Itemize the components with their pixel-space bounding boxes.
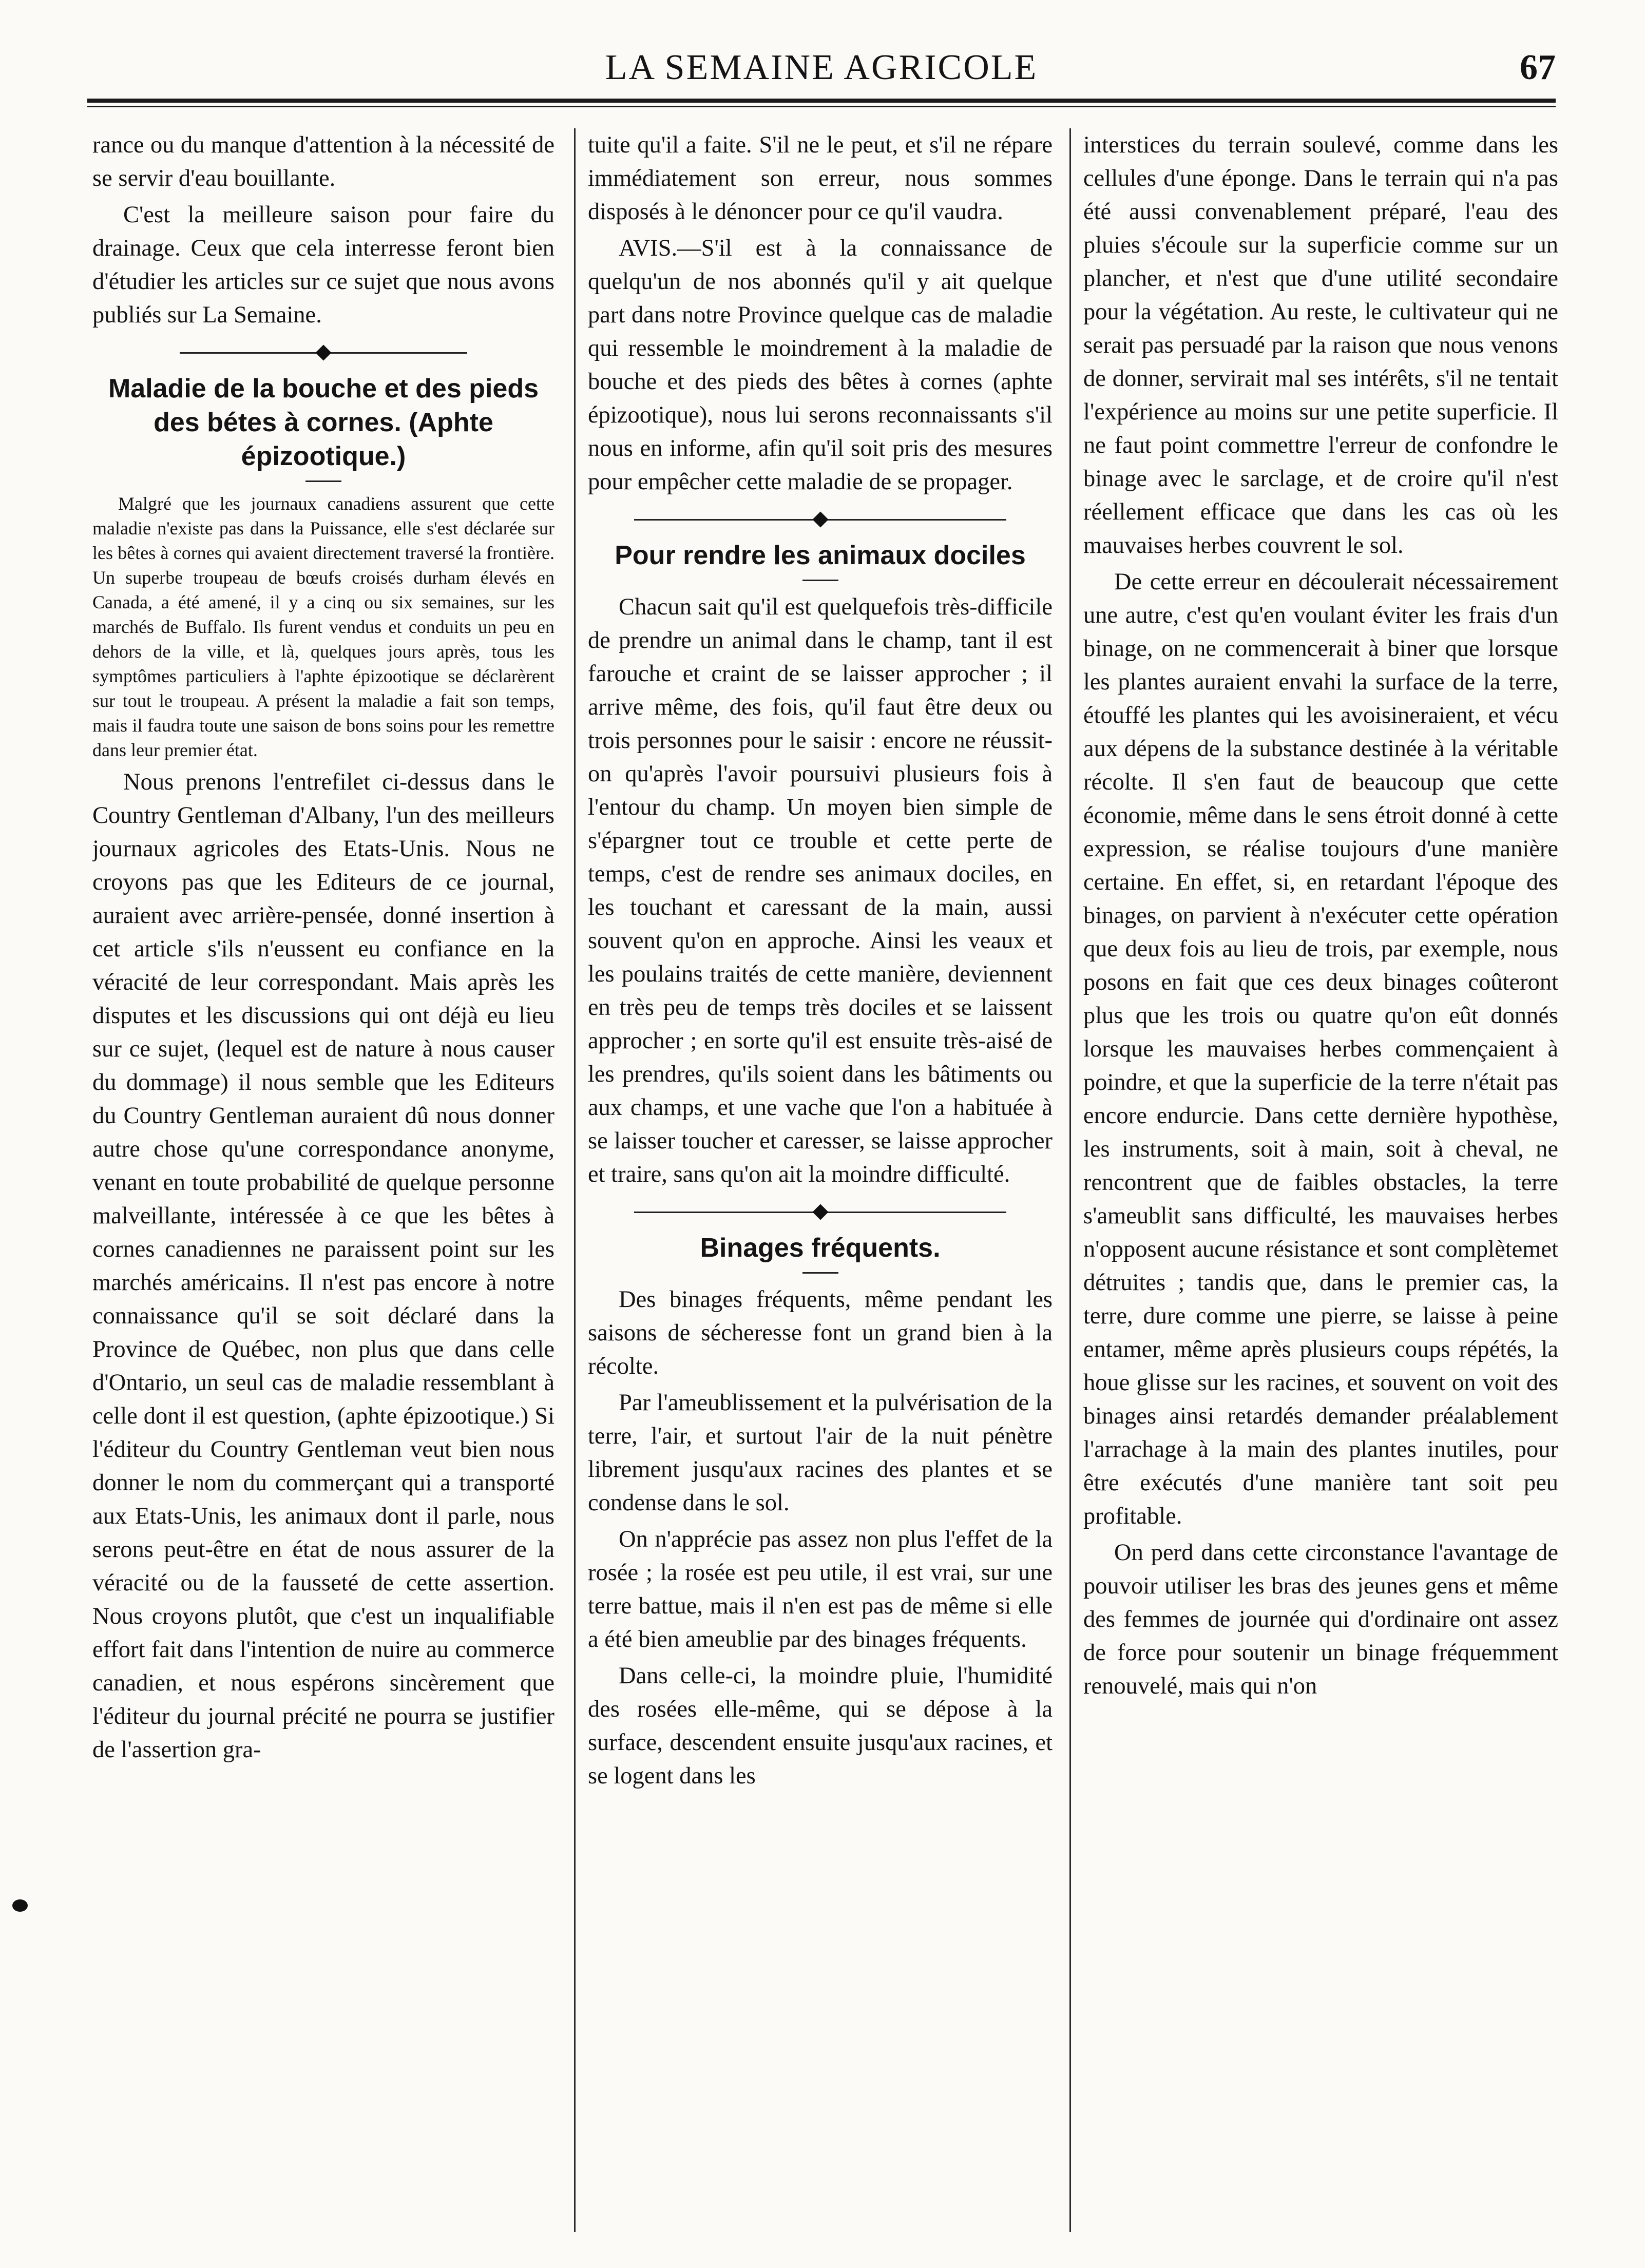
paragraph: Par l'ameublissement et la pulvérisation de la terre, l'air, et surtout l'air de la nuit pénètre librement jusqu'aux racines des plantes et se condense dans le sol. — [588, 1390, 1053, 1516]
ornament-diamond — [812, 511, 828, 527]
page-number: 67 — [1520, 48, 1556, 87]
section-ornament — [588, 1200, 1053, 1224]
paragraph: interstices du terrain soulevé, comme dans les cellules d'une éponge. Dans le terrain qui n'a pas été aussi convenablement préparé, l'eau des pluies s'écoule sur la superficie comme sur un plancher, et n'est que d'une utilité secondaire pour la végétation. Au reste, le cultivateur qui ne serait pas persuadé par la raison que nous venons de donner, servirait mal ses intérêts, s'il ne tentait l'expérience au moins sur une petite superficie. Il ne faut point commettre l'erreur de confondre le binage avec le sarclage, et de croire qu'il n'est réellement efficace que dans les cas où les mauvaises herbes couvrent le sol. — [1083, 132, 1558, 559]
publication-title: LA SEMAINE AGRICOLE — [605, 48, 1038, 87]
column-divider-2 — [1069, 128, 1071, 2232]
article-heading: Binages fréquents. — [700, 1233, 941, 1263]
margin-ink-spot — [12, 1899, 28, 1912]
column-2 — [588, 128, 1053, 2237]
paragraph: rance ou du manque d'attention à la nécessité de se servir d'eau bouillante. — [92, 132, 554, 191]
paragraph: On perd dans cette circonstance l'avantage de pouvoir utiliser les bras des jeunes gens et même des femmes de journée qui d'ordinaire ont assez de force pour soutenir un binage fréquemment renouvelé, mais qui n'on — [1083, 1540, 1558, 1699]
ornament-diamond — [315, 344, 331, 360]
paragraph: Nous prenons l'entrefilet ci-dessus dans le Country Gentleman d'Albany, l'un des meilleurs journaux agricoles des Etats-Unis. Nous ne croyons pas que les Editeurs de ce journal, auraient avec arrière-pensée, donné insertion à cet article s'ils n'eussent eu confiance en la véracité de leur correspondant. Mais après les disputes et les discussions qui ont déjà eu lieu sur ce sujet, (lequel est de nature à nous causer du dommage) il nous semble que les Editeurs du Country Gentleman auraient dû nous donner autre chose qu'une correspondance anonyme, venant en toute probabilité de quelque personne malveillante, intéressée à ce que les bêtes à cornes canadiennes ne paraissent point sur les marchés américains. Il n'est pas encore à notre connaissance qu'il se soit déclaré dans la Province de Québec, non plus que dans celle d'Ontario, un seul cas de maladie ressemblant à celle dont il est question, (aphte épizootique.) Si l'éditeur du Country Gentleman veut bien nous donner le nom du commerçant qui a transporté aux Etats-Unis, les animaux dont il parle, nous serons peut-être en état de nous assurer de la véracité ou de la fausseté de cette assertion. Nous croyons plutôt, que c'est un inqualifiable effort fait dans l'intention de nuire au commerce canadien, et nous espérons sincèrement que l'éditeur du journal précité ne pourra se justifier de l'assertion gra- — [92, 769, 554, 1763]
heading-dash — [802, 1272, 838, 1274]
section-ornament — [588, 508, 1053, 531]
column-divider-1 — [574, 128, 576, 2232]
heading-dash — [305, 480, 341, 482]
paragraph: C'est la meilleure saison pour faire du drainage. Ceux que cela interresse feront bien d'étudier les articles sur ce sujet que nous avons publiés sur La Semaine. — [92, 202, 554, 328]
header-double-rule — [87, 99, 1556, 107]
heading-dash — [802, 580, 838, 581]
quoted-item: Malgré que les journaux canadiens assurent que cette maladie n'existe pas dans la Puissance, elle s'est déclarée sur les bêtes à cornes qui avaient directement traversé la frontière. Un superbe troupeau de bœufs croisés durham élevés en Canada, a été amené, il y a cinq ou six semaines, sur les marchés de Buffalo. Ils furent vendus et conduits un peu en dehors de la ville, et là, quelques jours après, tous les symptômes particuliers à l'aphte épizootique se déclarèrent sur tout le troupeau. A présent la maladie a fait son temps, mais il faudra toute une saison de bons soins pour les remettre dans leur premier état. — [92, 493, 554, 760]
article-heading: Maladie de la bouche et des pieds des bétes à cornes. (Aphte épizootique.) — [108, 374, 539, 471]
article-heading: Pour rendre les animaux dociles — [615, 541, 1026, 570]
column-3 — [1083, 128, 1558, 2237]
ornament-diamond — [812, 1204, 828, 1220]
paragraph: Dans celle-ci, la moindre pluie, l'humidité des rosées elle-même, qui se dépose à la surface, descendent ensuite jusqu'aux racines, et se logent dans les — [588, 1663, 1053, 1789]
page-header — [87, 47, 1556, 109]
paragraph: Des binages fréquents, même pendant les saisons de sécheresse font un grand bien à la récolte. — [588, 1286, 1053, 1379]
paragraph: De cette erreur en découlerait nécessairement une autre, c'est qu'en voulant éviter les frais d'un binage, on ne commencerait à biner que lorsque les plantes auraient envahi la surface de la terre, étouffé les plantes qui les avoisineraient, et vécu aux dépens de la substance destinée à la véritable récolte. Il s'en faut de beaucoup que cette économie, même dans le sens étroit donné à cette expression, se réalise toujours d'une manière certaine. En effet, si, en retardant l'époque des binages, on parvient à n'exécuter cette opération que deux fois au lieu de trois, par exemple, nous posons en fait que ces deux binages coûteront plus que les trois ou quatre qu'on eût donnés lorsque les mauvaises herbes commençaient à poindre, et que la superficie de la terre n'était pas encore endurcie. Dans cette dernière hypothèse, les instruments, soit à main, soit à cheval, ne rencontrent que de faibles obstacles, la terre s'ameublit sans difficulté, les mauvaises herbes n'opposent aucune résistance et sont complètemet détruites ; tandis que, dans le premier cas, la terre, dure comme une pierre, se laisse à peine entamer, même après plusieurs coups répétés, la houe glisse sur les racines, et souvent on voit des binages ainsi retardés demander préalablement l'arrachage à la main des plantes inutiles, pour être exécutés d'une manière tant soit peu profitable. — [1083, 569, 1558, 1529]
paragraph: tuite qu'il a faite. S'il ne le peut, et s'il ne répare immédiatement son erreur, nous sommes disposés à le dénoncer pour ce qu'il vaudra. — [588, 132, 1053, 225]
column-1 — [92, 128, 554, 2237]
paragraph: On n'apprécie pas assez non plus l'effet de la rosée ; la rosée est peu utile, il est vrai, sur une terre battue, mais il n'en est pas de même si elle a été bien ameublie par des binages fréquents. — [588, 1526, 1053, 1652]
notice-paragraph: AVIS.—S'il est à la connaissance de quelqu'un de nos abonnés qu'il y ait quelque part dans notre Province quelque cas de maladie qui ressemble le moindrement à la maladie de bouche et des pieds des bêtes à cornes (aphte épizootique), nous lui serons reconnaissants s'il nous en informe, afin qu'il soit pris des mesures pour empêcher cette maladie de se propager. — [588, 235, 1053, 495]
paragraph: Chacun sait qu'il est quelquefois très-difficile de prendre un animal dans le champ, tant il est farouche et craint de se laisser approcher ; il arrive même, des fois, qu'il faut être deux ou trois personnes pour le saisir : encore ne réussit-on qu'après l'avoir poursuivi plusieurs fois à l'entour du champ. Un moyen bien simple de s'épargner tout ce trouble et cette perte de temps, c'est de rendre ses animaux dociles, en les touchant et caressant de la main, aussi souvent qu'on en approche. Ainsi les veaux et les poulains traités de cette manière, deviennent en très peu de temps très dociles et se laissent approcher ; en sorte qu'il est ensuite très-aisé de les prendres, qu'ils soient dans les bâtiments ou aux champs, et une vache que l'on a habituée à se laisser toucher et caresser, se laisse approcher et traire, sans qu'on ait la moindre difficulté. — [588, 594, 1053, 1187]
section-ornament — [92, 341, 554, 364]
